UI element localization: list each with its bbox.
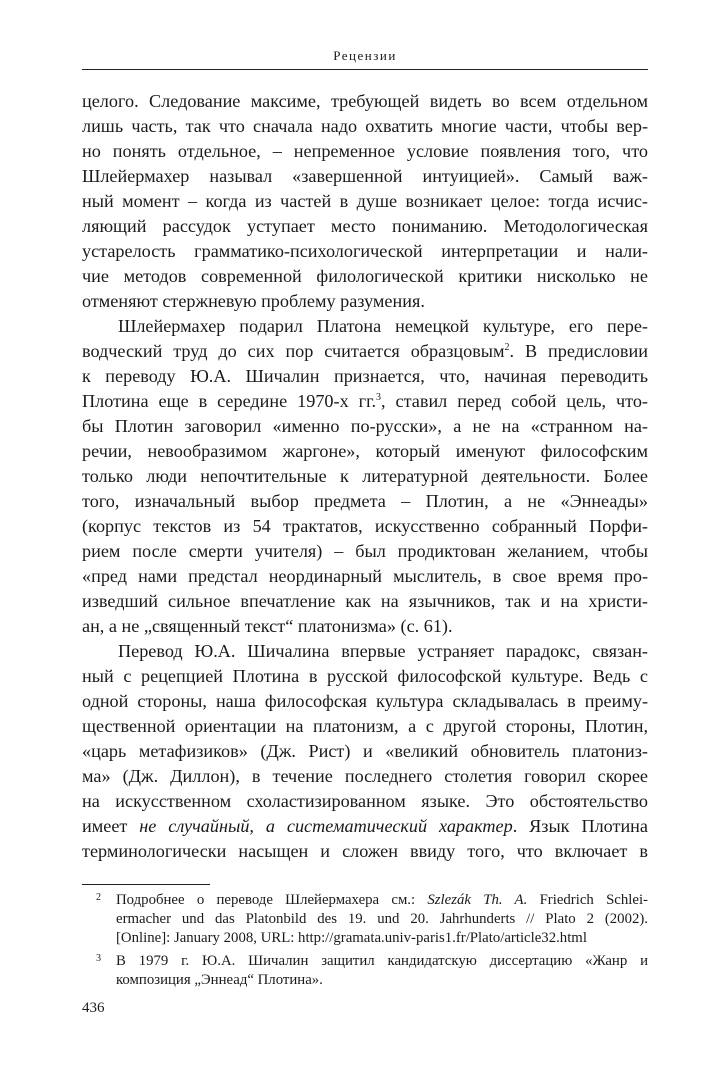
footnote-line <box>116 891 648 910</box>
footnote-marker: 3 <box>376 391 382 403</box>
footnotes <box>82 891 648 994</box>
text-line <box>82 339 648 364</box>
text-line: изведший сильное впечатление как на язычников, так и на христи- <box>82 591 648 611</box>
text-line: ан, а не „священный текст“ платонизма» (с. 61). <box>82 616 453 636</box>
text-fragment: имеет <box>82 816 140 836</box>
text-line: «пред нами предстал неординарный мыслитель, в свое время про- <box>82 566 648 586</box>
footnote-marker: 2 <box>504 341 510 353</box>
text-line: ма» (Дж. Диллон), в течение последнего столетия говорил скорее <box>82 766 648 786</box>
text-line: только люди непочтительные к литературной деятельности. Более <box>82 466 648 486</box>
text-line: щественной ориентации на платонизм, а с другой стороны, Плотин, <box>82 716 648 736</box>
text-line: Шлейермахер подарил Платона немецкой культуре, его пере- <box>118 316 648 336</box>
text-fragment: Подробнее о переводе Шлейермахера см.: <box>116 892 428 908</box>
footnote <box>82 891 648 948</box>
text-fragment: . В предисловии <box>509 341 648 361</box>
text-line: одной стороны, наша философская культура складывалась в преиму- <box>82 691 648 711</box>
text-line: чие методов современной филологической критики нисколько не <box>82 266 648 286</box>
text-line: отменяют стержневую проблему разумения. <box>82 291 425 311</box>
running-header: Рецензии <box>333 48 397 63</box>
text-line: ный момент – когда из частей в душе возникает целое: тогда исчис- <box>82 191 648 211</box>
footnote-line: [Online]: January 2008, URL: http://gramata.univ-paris1.fr/Plato/article32.html <box>116 930 587 946</box>
text-line: рием после смерти учителя) – был продиктован желанием, чтобы <box>82 541 648 561</box>
text-line: речии, невообразимом жаргоне», который именуют философским <box>82 441 648 461</box>
text-fragment: Friedrich Schlei- <box>527 892 648 908</box>
text-fragment: , ставил перед собой цель, что- <box>381 391 648 411</box>
text-line: лишь часть, так что сначала надо охватить многие части, чтобы вер- <box>82 116 648 136</box>
text-line: бы Плотин заговорил «именно по-русски», а не на «странном на- <box>82 416 648 436</box>
italic-fragment: не случайный, а систематический характер <box>139 816 513 836</box>
italic-fragment: Szlezák Th. A. <box>427 892 528 908</box>
text-line: «царь метафизиков» (Дж. Рист) и «великий обновитель платониз- <box>82 741 648 761</box>
text-fragment: водческий труд до сих пор считается образцовым <box>82 341 505 361</box>
text-line: устарелость грамматико-психологической интерпретации и нали- <box>82 241 648 261</box>
body-text <box>82 89 648 864</box>
text-fragment: . Язык Плотина <box>512 816 648 836</box>
header-rule <box>82 69 648 70</box>
page-number: 436 <box>82 1000 105 1016</box>
text-line <box>82 814 648 839</box>
text-line: на искусственном схоластизированном языке. Это обстоятельство <box>82 791 648 811</box>
text-line: к переводу Ю.А. Шичалин признается, что, начиная переводить <box>82 366 648 386</box>
text-line <box>82 389 648 414</box>
footnote-line: композиция „Эннеад“ Плотина». <box>116 972 323 988</box>
text-fragment: Плотина еще в середине 1970-х гг. <box>82 391 377 411</box>
footnote-number: 2 <box>96 892 101 903</box>
footnote <box>82 952 648 990</box>
text-line: целого. Следование максиме, требующей видеть во всем отдельном <box>82 91 648 111</box>
footnote-line: В 1979 г. Ю.А. Шичалин защитил кандидатскую диссертацию «Жанр и <box>116 953 648 969</box>
text-line: ляющий рассудок уступает место пониманию. Методологическая <box>82 216 648 236</box>
text-line: того, изначальный выбор предмета – Плотин, а не «Эннеады» <box>82 491 648 511</box>
text-line: но понять отдельное, – непременное условие появления того, что <box>82 141 648 161</box>
text-line: (корпус текстов из 54 трактатов, искусственно собранный Порфи- <box>82 516 648 536</box>
footnote-line: ermacher und das Platonbild des 19. und 20. Jahrhunderts // Plato 2 (2002). <box>116 911 648 927</box>
text-line: Шлейермахер называл «завершенной интуицией». Самый важ- <box>82 166 648 186</box>
text-line: терминологически насыщен и сложен ввиду того, что включает в <box>82 841 648 861</box>
text-line: Перевод Ю.А. Шичалина впервые устраняет парадокс, связан- <box>118 641 648 661</box>
footnote-number: 3 <box>96 953 101 964</box>
footnote-rule <box>82 884 210 885</box>
text-line: ный с рецепцией Плотина в русской философской культуре. Ведь с <box>82 666 648 686</box>
